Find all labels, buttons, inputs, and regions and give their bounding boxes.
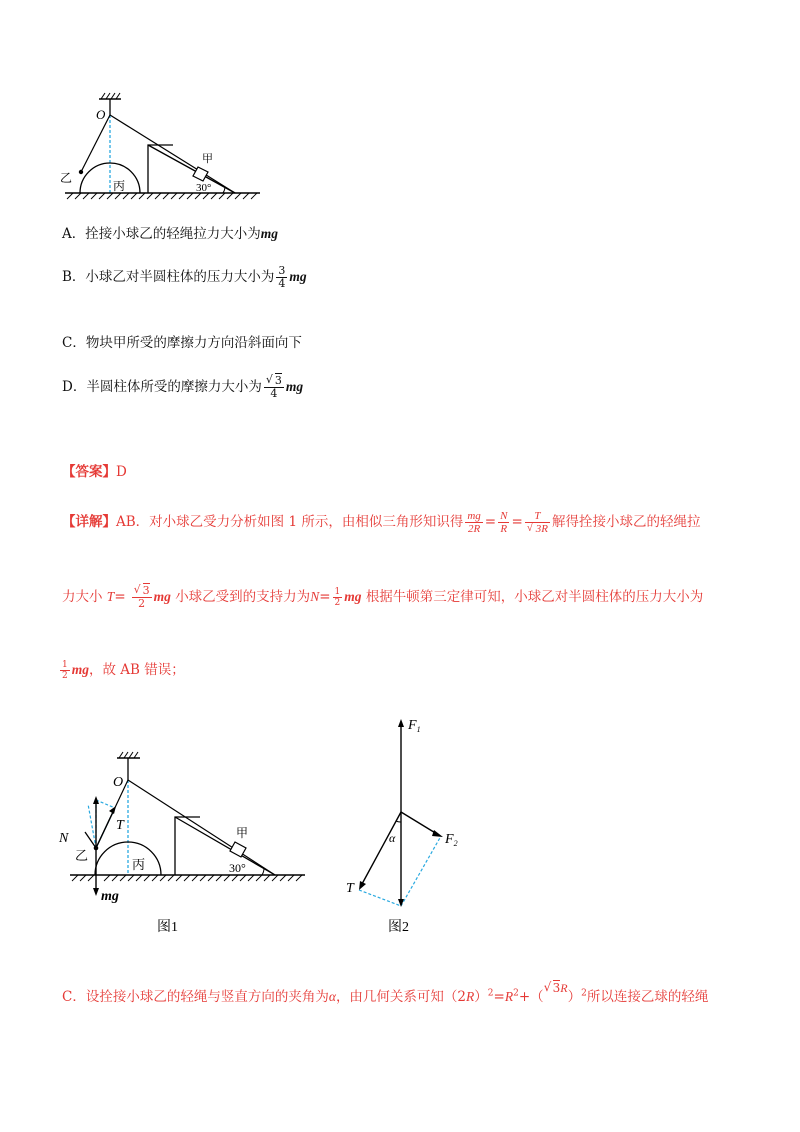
part-c-sup1: 2 [487,988,494,999]
fraction-n-r [498,510,509,535]
f2-num: N [500,510,508,522]
part-c-b: ，由几何关系可知（2 [335,989,467,1005]
symbol-n: N [310,589,320,604]
part-c-sqrt: 3 [552,981,561,995]
t-den: 2 [138,597,146,610]
figure-2 [335,712,475,937]
fig1-caption: 图1 [157,920,178,935]
option-b-text: B．小球乙对半圆柱体的压力大小为 [62,269,275,285]
detail-text-3b: ，故 AB 错误； [89,662,185,678]
detail-label: 【详解】 [62,514,116,530]
eq-4: = [319,589,331,605]
top-figure [55,90,265,202]
detail-text-1b: 解得拴接小球乙的轻绳拉 [552,514,701,530]
option-a-expr: mg [260,226,279,241]
fig2-label-t: T [346,881,354,896]
detail-text-2b: 小球乙受到的支持力为 [175,589,311,605]
fig1-label-yi: 乙 [75,848,89,863]
option-b[interactable] [62,265,307,290]
answer-value: D [116,464,127,480]
f3-den-r: R [541,523,548,535]
part-c-r3: R [560,981,568,995]
fig2-label-f1: $F_1$ [408,718,421,734]
fig2-caption: 图2 [388,920,409,935]
option-b-fraction [276,265,287,290]
mg-1: mg [153,589,171,604]
option-d-fraction [264,375,284,400]
fraction-1-2 [333,587,343,608]
mg-3: mg [71,662,89,677]
detail-line-3 [58,658,185,681]
l3-den: 2 [62,671,68,681]
option-b-den: 4 [278,277,286,290]
fig1-label-t: T [116,818,124,833]
option-c[interactable] [62,331,302,351]
n-den: 2 [334,598,341,608]
part-c-sup2: 2 [513,988,519,999]
fig2-label-alpha: α [389,831,396,845]
t-num: 3 [142,584,150,597]
label-o: O [96,107,106,122]
fig2-label-f2: $F_2$ [445,832,458,848]
label-jia: 甲 [202,153,213,165]
part-c-a: C．设拴接小球乙的轻绳与竖直方向的夹角为 [62,989,329,1005]
part-c-line [62,981,709,1005]
detail-text-2c: 根据牛顿第三定律可知，小球乙对半圆柱体的压力大小为 [365,589,704,605]
part-c-e: +（ [518,989,544,1005]
answer-label: 【答案】 [62,464,116,480]
fraction-t-root3r [525,510,550,535]
detail-text-2a: 力大小 [62,589,103,605]
fig1-label-o: O [113,775,124,790]
label-angle: 30° [196,182,212,194]
fraction-root3-2 [132,585,152,610]
mg-2: mg [344,589,362,604]
f1-den: 2R [467,523,481,535]
fig1-label-jia: 甲 [236,826,249,840]
fraction-mg-2r [465,510,482,535]
part-c-r2: R [504,989,514,1004]
f2-den: R [500,523,508,535]
l3-num: 1 [62,660,68,670]
option-b-num: 3 [278,264,286,277]
fig1-label-bing: 丙 [132,857,146,872]
option-b-expr: mg [289,269,307,284]
detail-line-2 [62,585,703,610]
part-c-alpha: α [328,989,336,1004]
detail-text-1a: AB．对小球乙受力分析如图 1 所示，由相似三角形知识得 [116,514,464,530]
fig1-label-angle: 30° [229,861,246,875]
part-c-f: ） [567,989,582,1005]
answer-line [62,460,127,480]
f1-num: mg [467,510,481,522]
option-d[interactable] [62,375,303,400]
label-yi: 乙 [60,171,73,185]
eq-1: = [484,514,497,530]
option-d-den: 4 [270,387,278,400]
option-c-text: C．物块甲所受的摩擦力方向沿斜面向下 [62,335,302,351]
part-c-g: 所以连接乙球的轻绳 [586,989,709,1005]
figure-1 [55,750,315,940]
n-num: 1 [334,587,341,597]
f3-num: T [525,510,550,523]
part-c-r1: R [466,989,475,1004]
part-c-d: = [493,989,505,1005]
f3-den-sqrt: 3 [535,523,542,535]
eq-2: = [511,514,523,530]
detail-line-1 [62,510,701,535]
option-d-expr: mg [285,379,304,394]
fraction-1-2-b [60,660,70,681]
option-d-text: D．半圆柱体所受的摩擦力大小为 [62,379,262,395]
part-c-c: ） [474,989,488,1005]
option-a-text: A．拴接小球乙的轻绳拉力大小为 [62,226,261,242]
part-c-sup3: 2 [581,988,587,999]
option-a[interactable] [62,222,278,242]
eq-3: = [114,589,126,605]
option-d-num: 3 [274,374,282,387]
symbol-t: T [106,589,115,604]
label-bing: 丙 [113,179,126,193]
fig1-label-n: N [59,831,69,846]
fig1-label-mg: mg [101,889,119,904]
